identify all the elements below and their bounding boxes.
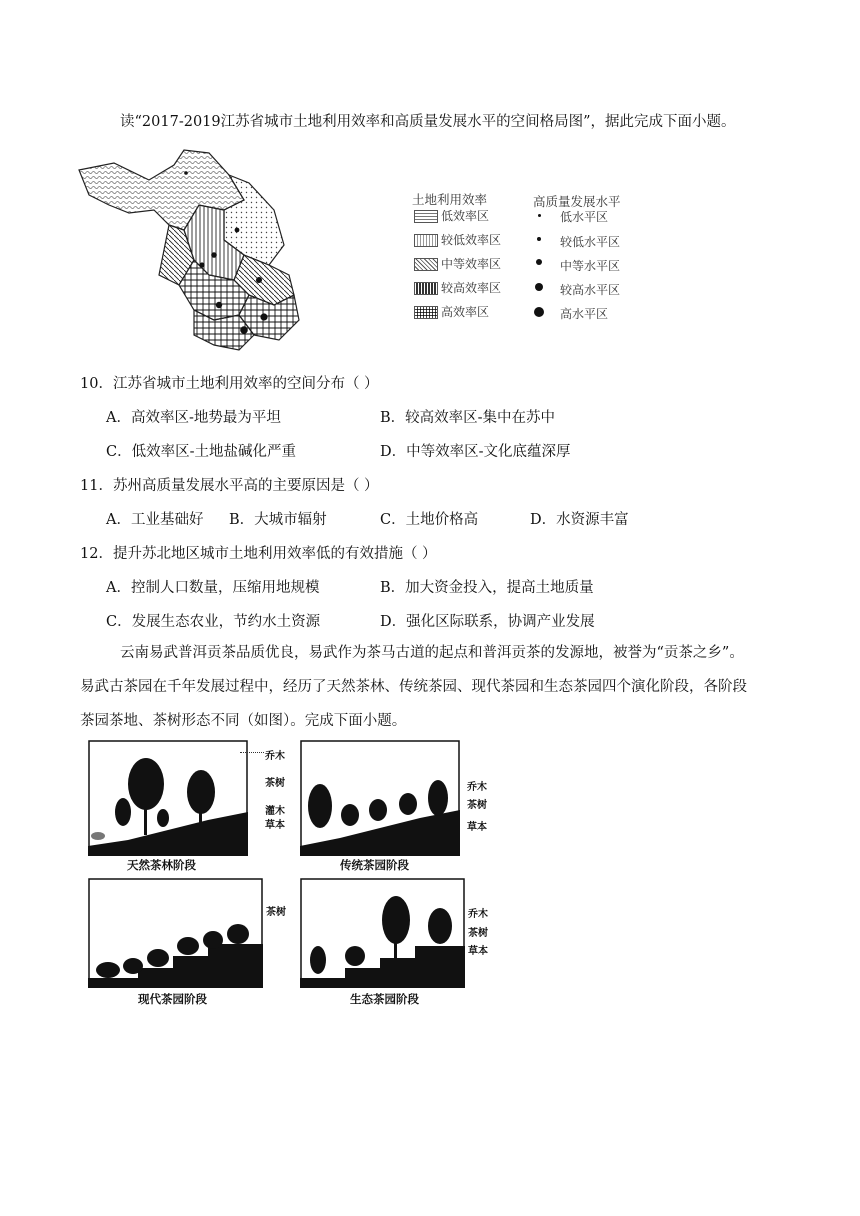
question-10-option-b[interactable]: B．较高效率区-集中在苏中: [380, 410, 556, 426]
quality-legend-title: 高质量发展水平: [533, 194, 621, 209]
question-11-option-a[interactable]: A．工业基础好: [106, 512, 204, 528]
panel-1-label-tea: 茶树: [265, 778, 285, 789]
quality-item-4: 较高水平区: [560, 283, 621, 297]
intro-paragraph-2-line-1: 云南易武普洱贡茶品质优良，易武作为茶马古道的起点和普洱贡茶的发源地，被誉为“贡茶之乡”。: [120, 645, 744, 661]
panel-3-label-tea: 茶树: [266, 907, 286, 918]
question-11-option-c[interactable]: C．土地价格高: [380, 512, 479, 528]
question-12-stem: 12．提升苏北地区城市土地利用效率低的有效措施（ ）: [80, 546, 437, 562]
tea-panel-traditional-garden: [300, 740, 460, 856]
jiangsu-map: [74, 145, 304, 355]
legend-swatch-lower: [414, 234, 438, 247]
question-11-option-d[interactable]: D．水资源丰富: [530, 512, 629, 528]
question-12-option-a[interactable]: A．控制人口数量，压缩用地规模: [106, 580, 320, 596]
question-10-stem: 10．江苏省城市土地利用效率的空间分布（ ）: [80, 376, 379, 392]
panel-1-caption: 天然茶林阶段: [127, 858, 196, 872]
legend-swatch-medium: [414, 258, 438, 271]
intro-paragraph-1: 读“2017-2019江苏省城市土地利用效率和高质量发展水平的空间格局图”，据此完成下面小题。: [120, 114, 736, 130]
tea-panel-ecological-garden: [300, 878, 465, 988]
question-10-option-a[interactable]: A．高效率区-地势最为平坦: [106, 410, 281, 426]
intro-paragraph-2-line-2: 易武古茶园在千年发展过程中，经历了天然茶林、传统茶园、现代茶园和生态茶园四个演化阶段，各阶段: [80, 679, 747, 695]
legend-dot-4: [535, 283, 543, 291]
panel-1-label-shrub: 灌木: [265, 806, 285, 817]
efficiency-legend-title: 土地利用效率: [412, 192, 488, 207]
efficiency-item-2: 较低效率区: [441, 233, 502, 247]
intro-paragraph-2-line-3: 茶园茶地、茶树形态不同（如图）。完成下面小题。: [80, 713, 407, 729]
legend-swatch-higher: [414, 282, 438, 295]
panel-4-label-herb: 草本: [468, 946, 488, 957]
tea-panel-natural-forest: [88, 740, 248, 856]
question-10-option-d[interactable]: D．中等效率区-文化底蕴深厚: [380, 444, 571, 460]
panel-1-label-herb: 草本: [265, 820, 285, 831]
legend-dot-5: [534, 307, 544, 317]
panel-4-caption: 生态茶园阶段: [350, 992, 419, 1006]
panel-2-caption: 传统茶园阶段: [340, 858, 409, 872]
panel-2-label-tea: 茶树: [467, 800, 487, 811]
panel-2-label-herb: 草本: [467, 822, 487, 833]
legend-dot-1: [538, 214, 541, 217]
panel-1-label-tree: 乔木: [265, 751, 285, 762]
quality-item-2: 较低水平区: [560, 235, 621, 249]
panel-3-caption: 现代茶园阶段: [138, 992, 207, 1006]
quality-item-3: 中等水平区: [560, 259, 621, 273]
legend-swatch-high: [414, 306, 438, 319]
efficiency-item-3: 中等效率区: [441, 257, 502, 271]
efficiency-item-5: 高效率区: [441, 305, 490, 319]
question-11-stem: 11．苏州高质量发展水平高的主要原因是（ ）: [80, 478, 379, 494]
question-12-option-d[interactable]: D．强化区际联系，协调产业发展: [380, 614, 595, 630]
question-12-option-c[interactable]: C．发展生态农业，节约水土资源: [106, 614, 321, 630]
legend-dot-3: [536, 259, 542, 265]
legend-dot-2: [537, 237, 541, 241]
quality-item-5: 高水平区: [560, 307, 609, 321]
question-10-option-c[interactable]: C．低效率区-土地盐碱化严重: [106, 444, 296, 460]
panel-4-label-tree: 乔木: [468, 909, 488, 920]
question-11-option-b[interactable]: B．大城市辐射: [229, 512, 327, 528]
quality-item-1: 低水平区: [560, 210, 609, 224]
panel-4-label-tea: 茶树: [468, 928, 488, 939]
panel-2-label-tree: 乔木: [467, 782, 487, 793]
legend-swatch-low: [414, 210, 438, 223]
tea-panel-modern-garden: [88, 878, 263, 988]
efficiency-item-1: 低效率区: [441, 209, 490, 223]
question-12-option-b[interactable]: B．加大资金投入，提高土地质量: [380, 580, 594, 596]
efficiency-item-4: 较高效率区: [441, 281, 502, 295]
